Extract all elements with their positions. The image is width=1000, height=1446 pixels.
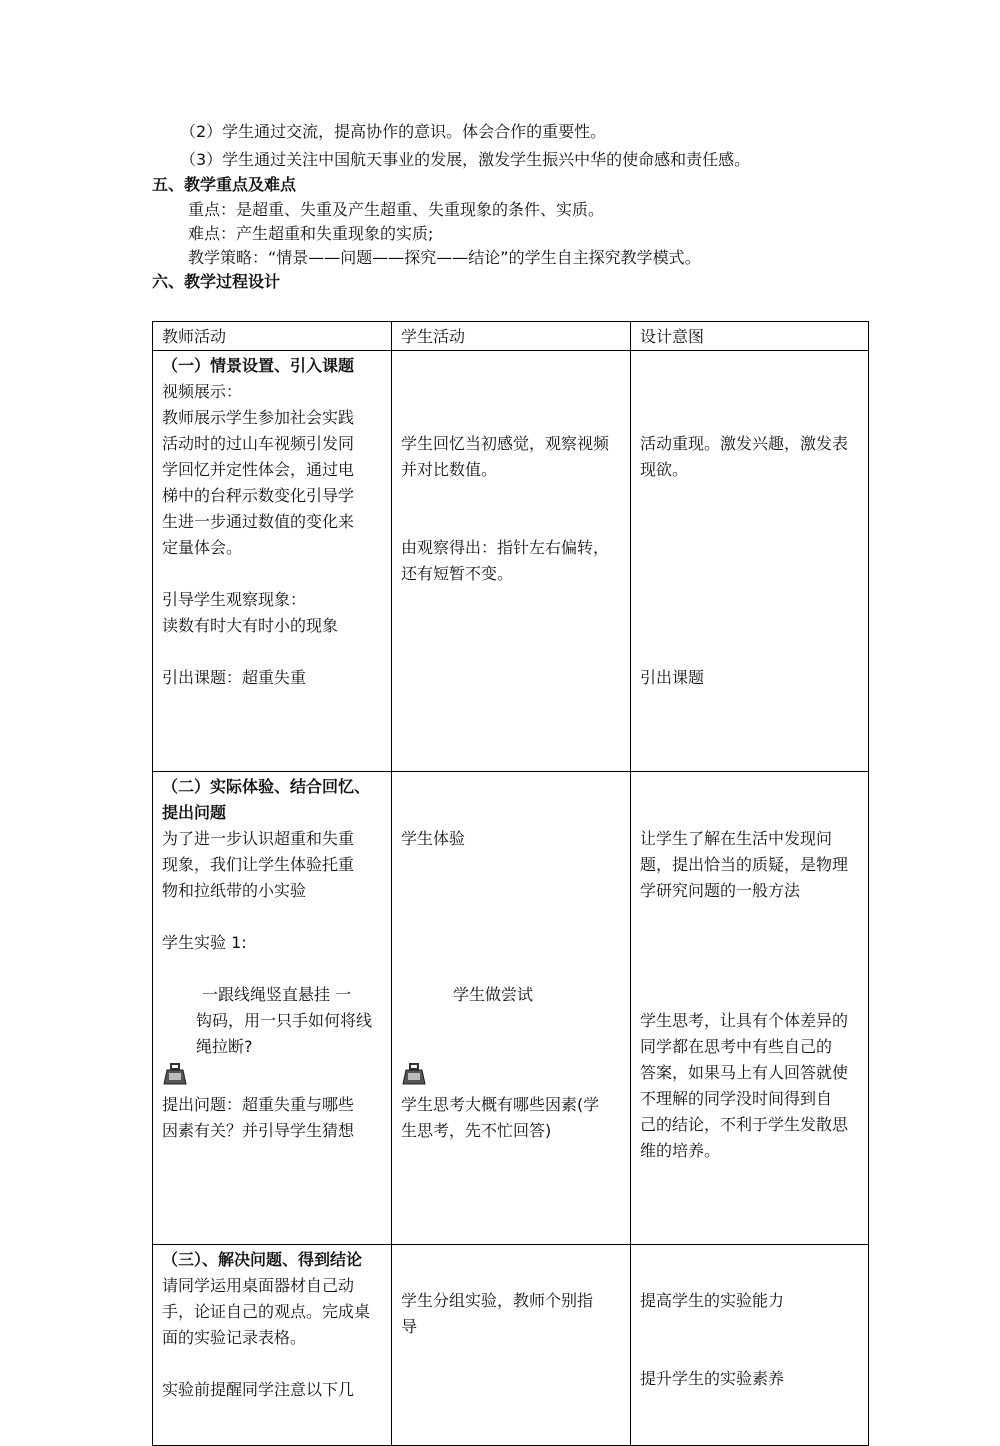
row3-title: （三）、解决问题、得到结论: [162, 1250, 363, 1269]
row1-intent-line: 引出课题: [640, 668, 705, 687]
row2-teacher-cell: [153, 772, 392, 1245]
row2-intent-line: 学生思考，让具有个体差异的: [640, 1011, 849, 1030]
row1-title: （一）情景设置、引入课题: [162, 356, 355, 375]
header-teacher: 教师活动: [153, 322, 392, 351]
row3-teacher-line: 手，论证自己的观点。完成桌: [162, 1302, 371, 1321]
row1-teacher-line: 生进一步通过数值的变化来: [162, 512, 355, 531]
focus-text: 重点：是超重、失重及产生超重、失重现象的条件、实质。: [188, 200, 605, 219]
row2-intent-line: 让学生了解在生活中发现问: [640, 829, 833, 848]
row3-teacher-line: 请同学运用桌面器材自己动: [162, 1276, 355, 1295]
objective-item-2: （2）学生通过交流，提高协作的意识。体会合作的重要性。: [180, 122, 607, 141]
row2-intent-line: 题，提出恰当的质疑，是物理: [640, 855, 849, 874]
row3-student-line: 学生分组实验，教师个别指: [401, 1291, 594, 1310]
row2-intent-line: 己的结论，不利于学生发散思: [640, 1115, 849, 1134]
row1-teacher-line: 定量体会。: [162, 538, 243, 557]
teaching-process-table: [152, 321, 869, 1446]
row3-intent-cell: [631, 1245, 869, 1446]
header-intent: 设计意图: [631, 322, 869, 351]
row1-intent-cell: [631, 351, 869, 772]
row1-intent-line: 现欲。: [640, 460, 689, 479]
weight-icon: [401, 1062, 427, 1086]
table-row: [153, 1245, 869, 1446]
row2-title-cont: 提出问题: [162, 803, 227, 822]
row1-teacher-line: 视频展示：: [162, 382, 243, 401]
row2-intent-cell: [631, 772, 869, 1245]
row2-student-line: 学生做尝试: [453, 985, 534, 1004]
difficulty-text: 难点：产生超重和失重现象的实质;: [188, 224, 434, 243]
row2-student-line: 学生思考大概有哪些因素(学: [401, 1095, 600, 1114]
objective-item-3: （3）学生通过关注中国航天事业的发展，激发学生振兴中华的使命感和责任感。: [180, 150, 751, 169]
row2-intent-line: 不理解的同学没时间得到自: [640, 1089, 833, 1108]
row1-teacher-line: 引导学生观察现象：: [162, 590, 307, 609]
row2-student-line: 学生体验: [401, 829, 466, 848]
row3-student-line: 导: [401, 1317, 418, 1336]
row2-teacher-line: 绳拉断?: [196, 1037, 253, 1056]
row2-intent-line: 同学都在思考中有些自己的: [640, 1037, 833, 1056]
row2-intent-line: 维的培养。: [640, 1141, 721, 1160]
row1-student-cell: [392, 351, 631, 772]
row2-teacher-line: 为了进一步认识超重和失重: [162, 829, 355, 848]
row1-student-line: 学生回忆当初感觉，观察视频: [401, 434, 610, 453]
row2-teacher-line: 现象，我们让学生体验托重: [162, 855, 355, 874]
header-student: 学生活动: [392, 322, 631, 351]
row1-teacher-line: 活动时的过山车视频引发同: [162, 434, 355, 453]
row2-intent-line: 答案，如果马上有人回答就使: [640, 1063, 849, 1082]
row2-teacher-line: 一跟线绳竖直悬挂 一: [202, 985, 352, 1004]
row1-student-line: 还有短暂不变。: [401, 564, 514, 583]
row1-teacher-line: 引出课题：超重失重: [162, 668, 307, 687]
row1-teacher-line: 梯中的台秤示数变化引导学: [162, 486, 355, 505]
strategy-text: 教学策略：“情景——问题——探究——结论”的学生自主探究教学模式。: [188, 248, 701, 267]
row1-teacher-cell: [153, 351, 392, 772]
row2-intent-line: 学研究问题的一般方法: [640, 881, 801, 900]
row2-teacher-line: 物和拉纸带的小实验: [162, 881, 307, 900]
row2-student-line: 生思考，先不忙回答): [401, 1121, 552, 1140]
row3-intent-line: 提高学生的实验能力: [640, 1291, 785, 1310]
row3-teacher-line: 面的实验记录表格。: [162, 1328, 307, 1347]
weight-icon: [162, 1062, 188, 1086]
row2-teacher-line: 因素有关？并引导学生猜想: [162, 1121, 355, 1140]
row1-teacher-line: 学回忆并定性体会，通过电: [162, 460, 355, 479]
row1-teacher-line: 读数有时大有时小的现象: [162, 616, 339, 635]
row1-student-line: 并对比数值。: [401, 460, 498, 479]
table-row: [153, 351, 869, 772]
row2-teacher-line: 提出问题：超重失重与哪些: [162, 1095, 355, 1114]
row2-student-cell: [392, 772, 631, 1245]
row1-student-line: 由观察得出：指针左右偏转，: [401, 538, 610, 557]
row3-teacher-cell: [153, 1245, 392, 1446]
section-5-heading: 五、教学重点及难点: [152, 175, 297, 194]
row2-teacher-line: 学生实验 1:: [162, 933, 247, 952]
row1-intent-line: 活动重现。激发兴趣，激发表: [640, 434, 849, 453]
section-6-heading: 六、教学过程设计: [152, 272, 281, 291]
table-row: [153, 772, 869, 1245]
table-header-row: [153, 322, 869, 351]
row2-teacher-line: 钩码，用一只手如何将线: [196, 1011, 373, 1030]
row1-teacher-line: 教师展示学生参加社会实践: [162, 408, 355, 427]
row2-title: （二）实际体验、结合回忆、: [162, 777, 371, 796]
row3-teacher-line: 实验前提醒同学注意以下几: [162, 1380, 355, 1399]
row3-student-cell: [392, 1245, 631, 1446]
row3-intent-line: 提升学生的实验素养: [640, 1369, 785, 1388]
